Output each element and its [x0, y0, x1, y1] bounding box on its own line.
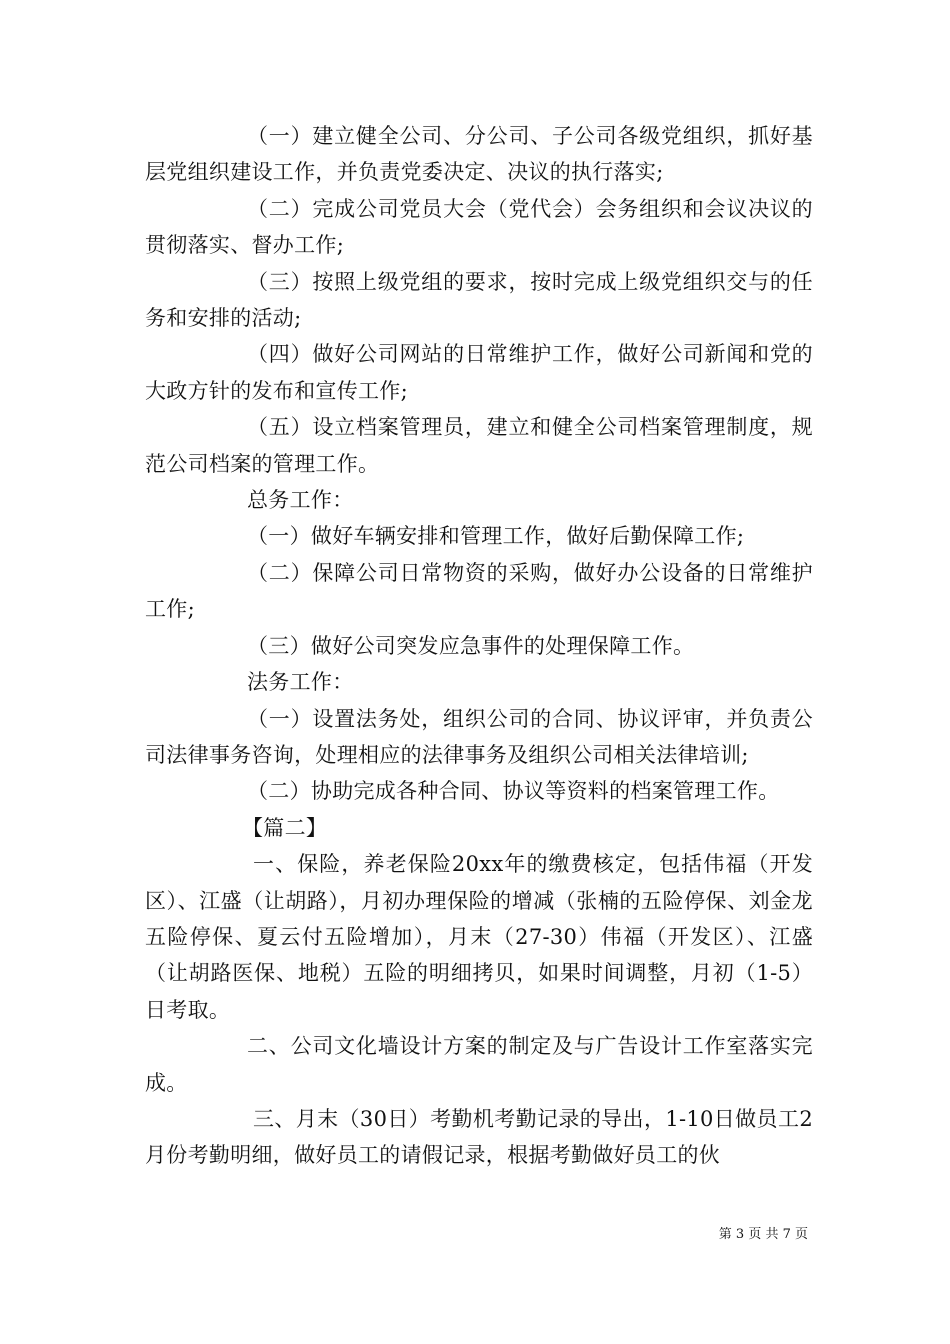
- general-affairs-heading: 总务工作：: [247, 488, 354, 513]
- legal-affairs-item-2: （二）协助完成各种合同、协议等资料的档案管理工作。: [247, 779, 780, 804]
- part-two-item-1: 一、保险，养老保险20xx年的缴费核定，包括伟福（开发区）、江盛（让胡路），月初办理保险的增减（张楠的五险停保、刘金龙五险停保、夏云付五险增加），月末（27-30）伟福（开发区）、江盛（让胡路医保、地税）五险的明细拷贝，如果时间调整，月初（1-5）日考取。: [145, 852, 813, 1022]
- section-two-heading: 【篇二】: [242, 815, 328, 840]
- party-item-3: （三）按照上级党组的要求，按时完成上级党组织交与的任务和安排的活动;: [145, 269, 813, 331]
- legal-affairs-item-1: （一）设置法务处，组织公司的合同、协议评审，并负责公司法律事务咨询，处理相应的法律事务及组织公司相关法律培训;: [145, 706, 813, 767]
- party-item-5: （五）设立档案管理员，建立和健全公司档案管理制度，规范公司档案的管理工作。: [145, 415, 813, 476]
- party-item-1: （一）建立健全公司、分公司、子公司各级党组织，抓好基层党组织建设工作，并负责党委决定、决议的执行落实;: [145, 124, 813, 185]
- part-two-item-2: 二、公司文化墙设计方案的制定及与广告设计工作室落实完成。: [145, 1034, 813, 1095]
- general-affairs-item-3: （三）做好公司突发应急事件的处理保障工作。: [247, 633, 695, 658]
- general-affairs-item-2: （二）保障公司日常物资的采购，做好办公设备的日常维护工作;: [145, 560, 813, 622]
- party-item-4: （四）做好公司网站的日常维护工作，做好公司新闻和党的大政方针的发布和宣传工作;: [145, 342, 813, 403]
- page-number: 第 3 页 共 7 页: [718, 1227, 808, 1242]
- general-affairs-item-1: （一）做好车辆安排和管理工作，做好后勤保障工作;: [247, 524, 745, 549]
- document-body: [145, 118, 813, 1174]
- legal-affairs-heading: 法务工作：: [247, 670, 354, 695]
- part-two-item-3: 三、月末（30日）考勤机考勤记录的导出，1-10日做员工2月份考勤明细，做好员工的请假记录，根据考勤做好员工的伙: [145, 1106, 813, 1168]
- party-item-2: （二）完成公司党员大会（党代会）会务组织和会议决议的贯彻落实、督办工作;: [145, 196, 813, 258]
